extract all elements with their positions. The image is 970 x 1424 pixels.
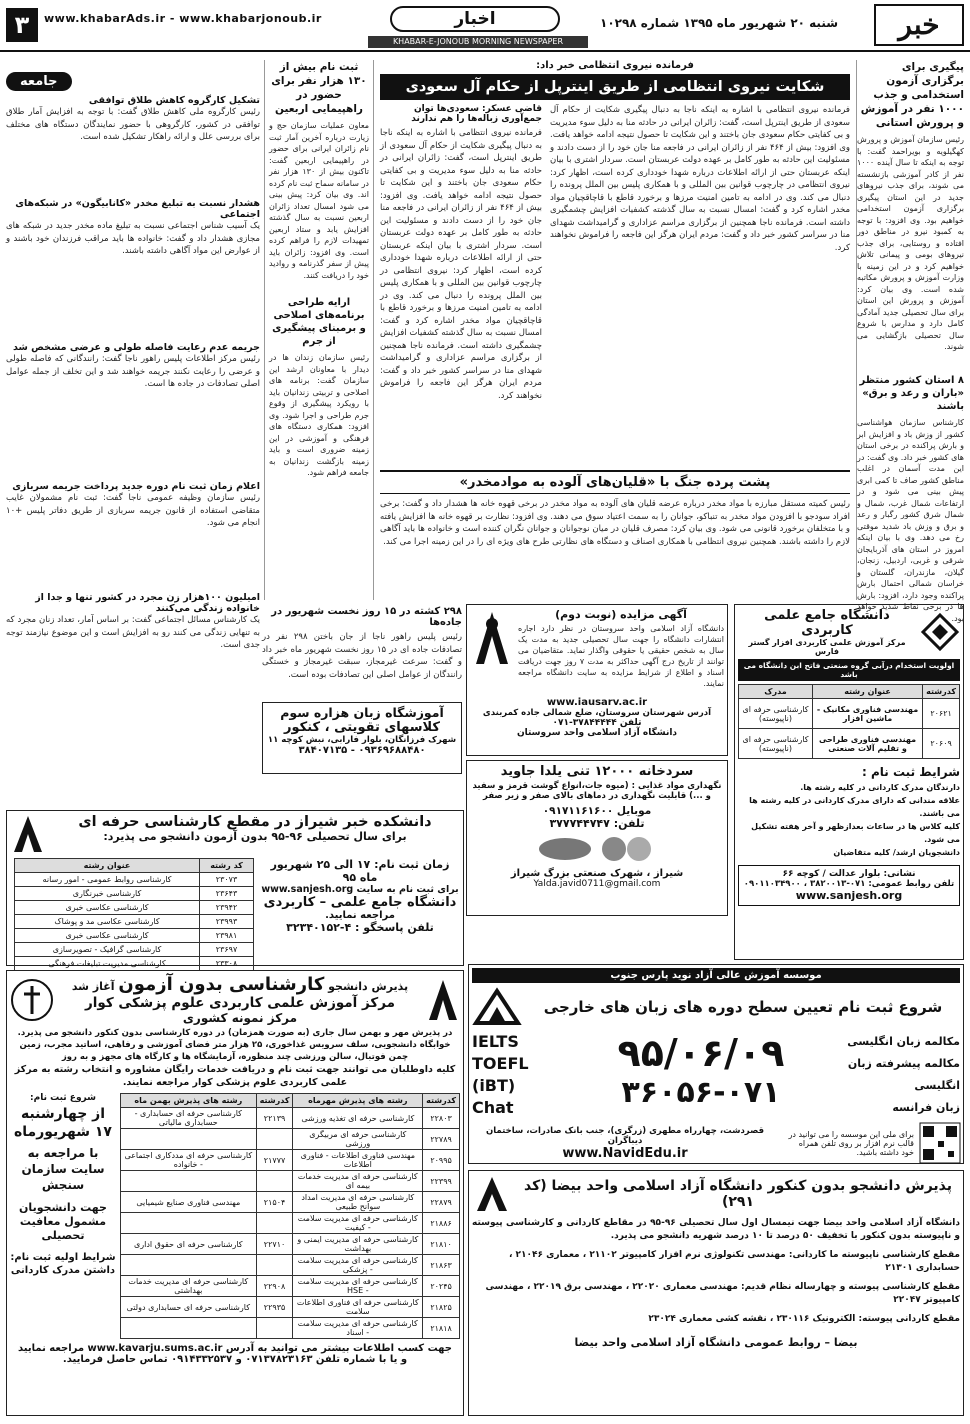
society-item-body: رئیس کارگروه ملی کاهش طلاق گفت: با توجه به افزایش آمار طلاق توافقی در کشور، کارگروهی با حضور نمایندگان دستگاه های مختلف برای بررسی علل و ارائه راهکار تشکیل شده است. [6, 107, 260, 142]
society-column [6, 72, 260, 774]
table-cell: ۲۲۸۰۳ [423, 1108, 460, 1129]
ad-title: آموزشگاه زبان هزاره سوم [280, 705, 444, 720]
fruit-icon [599, 834, 659, 864]
table-cell: کارشناسی حرفه ای فناوری اطلاعات سلامت [293, 1297, 423, 1318]
table-cell: کارشناسی مدیریت تبلیغات فرهنگی [15, 957, 200, 971]
table-cell [121, 1318, 257, 1339]
table-cell: کارشناسی حرفه ای مدیریت سلامت - پزشکی [293, 1255, 423, 1276]
table-cell: کارشناسی حرفه ای مددکاری اجتماعی - خانواده [121, 1150, 257, 1171]
table-cell [256, 1318, 293, 1339]
society-label: جامعه [6, 72, 72, 91]
table-cell: مهندسی فناوری مکانیک - ماشین افزار [812, 699, 922, 729]
table-cell: ۲۲۹۰۸ [256, 1276, 293, 1297]
table-cell: ۲۱۵۰۴ [256, 1192, 293, 1213]
ad-title: موسسه آموزش عالی آزاد نوید پارس جنوب [472, 968, 960, 983]
list-item: دارندگان مدرک کاردانی در کلیه رشته ها. [800, 783, 960, 792]
ad-address: نشانی: بلوار عدالت / کوچه ۶۶ [782, 869, 916, 879]
article-body: رئیس سازمان آموزش و پرورش کهگیلویه و بویراحمد گفت: با توجه به اینکه تا سال آینده ۱۰۰۰ نفر از کادر آموزشی بازنشسته می شوند، برای جذب نیروهای جدید در این استان پیگیری برگزاری آزمون استخدامی خواهیم بود. وی افزود: با توجه به کمبود نیرو در مناطق دور افتاده و روستایی، برای جذب نیروهای بومی و پیمانی تلاش خواهیم کرد و در این زمینه با وزارت آموزش و پرورش مکاتبه شده است. وی بیان کرد: آموزش و پرورش این استان برای سال تحصیلی جدید آمادگی کامل دارد و مدارس با شروع سال تحصیلی بازگشایی می شوند. [857, 135, 964, 351]
program-table [738, 684, 960, 759]
table-header: مدرک [739, 685, 813, 699]
table-cell [121, 1213, 257, 1234]
table-cell: کارشناسی حرفه ای مربیگری ورزشی [293, 1129, 423, 1150]
ad-subtitle: برای سال تحصیلی ۹۶-۹۵ بدون آزمون دانشجو می پذیرد: [103, 830, 407, 843]
table-cell: ۲۰۹۹۵ [423, 1150, 460, 1171]
program-table [120, 1093, 460, 1339]
table-row [15, 915, 254, 929]
table-header: رشته های پذیرش بهمن ماه [121, 1094, 257, 1108]
table-cell: ۲۳۹۴۲ [200, 901, 254, 915]
table-row [121, 1108, 460, 1129]
course-item: TOEFL (iBT) [472, 1054, 529, 1095]
article-title: ۸ استان کشور منتظر «باران و رعد و برق» باشند [859, 375, 964, 412]
table-header: عنوان رشته [812, 685, 922, 699]
table-row [15, 957, 254, 971]
ad-phone: تلفن روابط عمومی: ۰۷۱-۳۸۲۰۰۱۳ ، ۰۹۰۱۱۰۳۴۹۰۰ [743, 879, 955, 889]
table-cell: کارشناسی حرفه ای حسابداری دولتی [121, 1297, 257, 1318]
article-body: معاون عملیات سازمان حج و زیارت درباره آخرین آمار ثبت نام زائران ایرانی برای حضور در راهپیمایی اربعین گفت: تاکنون بیش از ۱۳۰ هزار نفر در سامانه سماح ثبت نام کرده اند. وی بیان کرد: پیش بینی می شود امسال تعداد زائران اربعین نسبت به سال گذشته افزایش یابد و ستاد اربعین تمهیدات لازم را فراهم کرده است. وی افزود: زائران باید پیش از سفر گذرنامه و روادید خود را دریافت کنند. [269, 121, 369, 280]
society-item [6, 481, 260, 588]
ad-start-label: شروع ثبت نام: [30, 1093, 96, 1103]
article-body: رئیس پلیس راهور ناجا از جان باختن ۲۹۸ نفر در تصادفات جاده ای در ۱۵ روز نخست شهریور ماه خبر داد و گفت: سرعت غیرمجاز، سبقت غیرمجاز و خستگی رانندگان از عوامل اصلی این تصادفات بوده است. [262, 632, 462, 680]
table-cell: کارشناسی حرفه ای مدیریت سلامت - اسناد [293, 1318, 423, 1339]
table-cell [256, 1129, 293, 1150]
ad-mobile: موبایل ۰۹۱۷۱۱۶۱۶۰۰ [542, 805, 652, 817]
society-item-body: یک آسیب شناس اجتماعی نسبت به تبلیغ ماده مخدر جدید در شبکه های مجازی هشدار داد و گفت: خانواده ها باید مراقب فرزندان خود باشند و از عوارض این مواد آگاهی داشته باشند. [6, 221, 260, 256]
table-header: کدرشته [923, 685, 960, 699]
ad-site[interactable]: جهت کسب اطلاعات بیشتر می توانید به آدرس www.kavarju.sums.ac.ir مراجعه نمایید [18, 1343, 452, 1354]
ad-footer: بیضا – روابط عمومی دانشگاه آزاد اسلامی واحد بیضا [574, 1336, 858, 1349]
table-cell: کارشناسی عکاسی خبری [15, 901, 200, 915]
table-row [15, 929, 254, 943]
ad-note: برای ملی این موسسه را می توانید در قالب نرم افزار بر روی تلفن همراه خود داشته باشید. [788, 1129, 914, 1157]
society-item-body: رئیس مرکز اطلاعات پلیس راهور ناجا گفت: رانندگانی که فاصله طولی و عرضی را رعایت نکنند جریمه خواهند شد و این تخلف از جمله عوامل اصلی تصادفات در جاده ها است. [6, 354, 260, 389]
table-cell: ۲۳۹۸۱ [200, 929, 254, 943]
university-emblem-icon [472, 1174, 512, 1214]
language-school-ad [262, 702, 462, 774]
table-cell: کارشناسی گرافیک - تصویرسازی [15, 943, 200, 957]
university-ad [734, 604, 964, 960]
table-row [121, 1297, 460, 1318]
table-header: کدرشته [423, 1094, 460, 1108]
table-cell [256, 1213, 293, 1234]
section-title: اخبار [390, 6, 560, 32]
table-cell [121, 1171, 257, 1192]
society-item [6, 198, 260, 338]
society-item-body: رئیس سازمان وظیفه عمومی ناجا گفت: ثبت نام مشمولان غایب متقاضی استفاده از قانون جریمه سربازی از طریق دفاتر پلیس +۱۰ انجام می شود. [6, 493, 260, 528]
accident-article [262, 606, 462, 698]
meat-icon [535, 834, 595, 864]
table-cell: کارشناسی روابط عمومی - امور رسانه [15, 873, 200, 887]
ad-title: کارشناسی بدون آزمون [118, 974, 325, 995]
program-table [14, 858, 254, 971]
table-cell: ۲۲۷۱۰ [256, 1234, 293, 1255]
table-cell: ۲۲۸۷۹ [423, 1192, 460, 1213]
ad-center: مرکز آموزش علمی کاربردی علوم پزشکی کوار [84, 995, 395, 1011]
table-cell: ۲۰۲۴۵ [423, 1276, 460, 1297]
table-cell [121, 1255, 257, 1276]
ad-body: دانشگاه آزاد اسلامی واحد سروستان در نظر دارد اجاره انتشارات دانشگاه را جهت سال تحصیلی جدید به مدت یک سال به شخص حقیقی یا حقوقی واگذار نماید. متقاضیان می توانند از تاریخ درج آگهی حداکثر به مدت ۷ روز جهت دریافت اسناد و اطلاع از شرایط مزایده به سایت دانشگاه مراجعه نمایند. [518, 624, 724, 688]
article-title: پشت پرده جنگ با «قلیان‌های آلوده به موادمخدر» [380, 470, 850, 494]
conditions-title: شرایط ثبت نام : [862, 765, 960, 779]
lead-body: فرمانده نیروی انتظامی با اشاره به اینکه ناجا به دنبال پیگیری شکایت از حکام آل سعودی از طریق اینترپل است، گفت: زائران ایرانی در حادثه منا به دلیل سوء مدیریت و بی کفایتی حکام سعودی جان باختند و این شکایت تا حصول نتیجه ادامه خواهد یافت. وی افزود: بیش از ۴۶۴ نفر از زائران ایرانی در فاجعه منا جان خود را از دست دادند و مسئولیت این حادثه به طور کامل بر عهده دولت عربستان است. سردار اشتری با بیان اینکه عربستان حتی از ارائه اطلاعات درباره شهدا خودداری کرده است، اظهار کرد: نیروی انتظامی در چارچوب قوانین بین المللی و با همکاری پلیس بین الملل پرونده را دنبال می کند. وی در ادامه به تامین امنیت مرزها و برخورد قاطع با قاچاقچیان مواد مخدر اشاره کرد و گفت: امسال نسبت به سال گذشته کشفیات افزایش چشمگیری داشته است. فرمانده ناجا همچنین از برگزاری مراسم عزاداری و گرامیداشت شهدای منا در سراسر کشور خبر داد و گفت: مردم ایران هرگز این فاجعه را فراموش نخواهند کرد. [550, 105, 850, 253]
table-cell: کارشناسی عکاسی خبری [15, 929, 200, 943]
ad-refer: مراجعه نمایید. [325, 910, 395, 921]
middle-column [264, 60, 374, 600]
table-cell: ۲۰۶۰۹ [923, 729, 960, 759]
university-seal-icon [10, 978, 54, 1022]
ad-phone: تلفن: ۳۷۷۷۴۴۷۴۷ [549, 817, 645, 830]
list-item: دانشجویان ارشد/ کلیه متقاضیان [833, 848, 960, 857]
table-cell: ۲۲۳۹۹ [423, 1171, 460, 1192]
table-row [121, 1150, 460, 1171]
table-cell: کارشناسی حرفه ای (ناپیوسته) [739, 729, 813, 759]
list-item: علاقه مندانی که دارای مدرک کاردانی در کلیه رشته ها می باشند. [749, 796, 960, 818]
ad-site[interactable]: برای ثبت نام به سایت www.sanjesh.org [261, 884, 459, 895]
article-body: رئیس سازمان زندان ها در دیدار با معاونان ارشد این سازمان گفت: برنامه های اصلاحی و تربیتی زندانیان باید با رویکرد پیشگیری از وقوع جرم طراحی و اجرا شود. وی افزود: همکاری دستگاه های فرهنگی و آموزشی در این زمینه ضروری است و باید زمینه بازگشت زندانیان به جامعه فراهم شود. [269, 353, 369, 477]
ad-title: سردخانه ۱۲۰۰۰ تنی یلدا جاوید [500, 764, 694, 779]
lead-body: فرمانده نیروی انتظامی با اشاره به اینکه ناجا به دنبال پیگیری شکایت از حکام آل سعودی از طریق اینترپل است، گفت: زائران ایرانی در حادثه منا به دلیل سوء مدیریت و بی کفایتی حکام سعودی جان باختند و این شکایت تا حصول نتیجه ادامه خواهد یافت. وی افزود: بیش از ۴۶۴ نفر از زائران ایرانی در فاجعه منا جان خود را از دست دادند و مسئولیت این حادثه به طور کامل بر عهده دولت عربستان است. سردار اشتری با بیان اینکه عربستان حتی از ارائه اطلاعات درباره شهدا خودداری کرده است، اظهار کرد: نیروی انتظامی در چارچوب قوانین بین المللی و با همکاری پلیس بین الملل پرونده را دنبال می کند. وی در ادامه به تامین امنیت مرزها و برخورد قاطع با قاچاقچیان مواد مخدر اشاره کرد و گفت: امسال نسبت به سال گذشته کشفیات افزایش چشمگیری داشته است. فرمانده ناجا همچنین از برگزاری مراسم عزاداری و گرامیداشت شهدای منا در سراسر کشور خبر داد و گفت: مردم ایران هرگز این فاجعه را فراموش نخواهند کرد. [380, 128, 542, 401]
ad-address: شیراز ، شهرک صنعتی بزرگ شیراز [510, 868, 684, 879]
table-cell: مهندسی فناوری طراحی و تقلیم آلات صنعتی [812, 729, 922, 759]
table-row [15, 901, 254, 915]
beyza-university-ad [468, 1170, 964, 1416]
table-row [121, 1171, 460, 1192]
table-row [121, 1129, 460, 1150]
ad-exempt: جهت دانشجویان مشمول معافیت تحصیلی [19, 1201, 107, 1242]
page-number: ۳ [6, 8, 38, 42]
society-item [6, 95, 260, 194]
ad-title: دانشکده خبر شیراز در مقطع کارشناسی حرفه ای [78, 814, 432, 830]
table-cell: کارشناسی حرفه ای حقوق اداری [121, 1234, 257, 1255]
table-header: کد رشته [200, 859, 254, 873]
ad-start: آغاز شد [71, 980, 115, 993]
table-cell [256, 1255, 293, 1276]
ad-line: خوابگاه دانشجویی، سلف سرویس غذاخوری، ۲۵ هزار متر فضای آموزشی و رفاهی، اساتید مجرب، زمین چمن فوتبال، سالن ورزشی چند منظوره، آزمایشگاه ها و کارگاه های مجهز و به روز [19, 1040, 451, 1062]
society-item-body: یک کارشناس مسائل اجتماعی گفت: بر اساس آمار، تعداد زنان مجرد که به تنهایی زندگی می کنند رو به افزایش است و این موضوع نیازمند توجه جدی است. [6, 615, 260, 650]
ad-need: شرایط اولیه ثبت نام: داشتن مدرک کاردانی [10, 1252, 116, 1276]
ad-site[interactable]: www.NavidEdu.ir [562, 1145, 688, 1161]
ad-priority: اولویت استخدام درآبی گروه صنعتی فاتح ابن دانشگاه می باشد [738, 659, 960, 681]
lead-story [380, 60, 850, 464]
ad-site[interactable]: www.iausarv.ac.ir [546, 697, 648, 708]
ad-body: دانشگاه آزاد اسلامی واحد بیضا جهت نیمسال اول سال تحصیلی ۹۶-۹۵ در مقاطع کاردانی و کارشناسی پیوسته و ناپیوسته بدون کنکور با تخفیف ۵۰ درصد تا ۱۰ درصد شهریه دانشجو می پذیرد. [472, 1218, 960, 1241]
table-row [121, 1255, 460, 1276]
table-cell: کارشناسی حرفه ای تغذیه ورزشی [293, 1108, 423, 1129]
society-item-title: جریمه عدم رعایت فاصله طولی و عرضی مشخص شد [13, 342, 260, 353]
ad-title: آگهی مزایده (نوبت دوم) [555, 608, 687, 621]
ad-model: مرکز نمونه کشوری [182, 1011, 298, 1025]
course-item: Chat [472, 1098, 514, 1117]
medical-center-ad [6, 970, 464, 1416]
society-item [6, 342, 260, 477]
table-row [15, 887, 254, 901]
table-cell: کارشناسی خبرنگاری [15, 887, 200, 901]
auction-ad [466, 604, 728, 756]
table-row [121, 1234, 460, 1255]
society-item-title: تشکیل کارگروه کاهش طلاق توافقی [88, 95, 260, 106]
table-cell: ۲۱۸۸۶ [423, 1213, 460, 1234]
ad-date: ۹۵/۰۶/۰۹ [617, 1031, 785, 1075]
table-row [121, 1318, 460, 1339]
university-logo-icon [920, 612, 960, 652]
ad-email[interactable]: Yalda.javid0711@gmail.com [533, 879, 661, 889]
table-cell: کارشناسی حرفه ای (ناپیوسته) [739, 699, 813, 729]
table-cell: ۲۲۱۳۹ [256, 1108, 293, 1129]
table-cell: کارشناسی حرفه ای مدیریت سلامت - کیفیت [293, 1213, 423, 1234]
table-cell: کارشناسی عکاسی مد و پوشاک [15, 915, 200, 929]
table-cell: کارشناسی حرفه ای مدیریت خدمات بهداشتی [121, 1276, 257, 1297]
ad-address: آدرس شهرستان سروستان، ضلع شمالی جاده کمربندی [482, 708, 712, 718]
qr-code-icon[interactable] [920, 1123, 960, 1163]
ad-subtitle: کلاسهای تقویتی ، کنکور [284, 720, 440, 735]
ad-title: پذیرش دانشجو بدون کنکور دانشگاه آزاد اسلامی واحد بیضا (کد ۲۹۱) [523, 1178, 953, 1210]
produce-images [470, 834, 724, 864]
institute-logo-icon [472, 987, 522, 1027]
article-title: ۲۹۸ کشته در ۱۵ روز نخست شهریور در جاده‌ها [271, 606, 462, 628]
ad-phone: تلفن پاسخگو : ۴-۳۲۳۴۰۱۵۲ [286, 921, 434, 934]
table-cell: ۲۱۸۱۰ [423, 1234, 460, 1255]
ad-phone: و یا با شماره تلفن ۰۷۱۳۷۸۲۳۱۶۳ و ۰۹۱۴۳۳۲۵۳۷ تماس حاصل فرمایید. [62, 1354, 408, 1365]
ad-section: مقطع کاردانی پیوسته: الکترونیک ۲۳۰۱۱۶ ، نقشه کشی معماری ۲۳۰۲۴ [648, 1314, 960, 1324]
ad-pre: پذیرش دانشجو [328, 980, 409, 993]
article-body: کارشناس سازمان هواشناسی کشور از وزش باد و افزایش ابر و بارش پراکنده در برخی استان های کشور خبر داد. وی گفت: در این مدت آسمان در اغلب مناطق کشور صاف تا کمی ابری پیش بینی می شود و در ارتفاعات شمال غرب، شمال و شمال شرق کشور رگبار و رعد و برق و وزش باد شدید موقتی رخ می دهد. وی با بیان اینکه امروز در استان های آذربایجان شرقی و غربی، اردبیل، زنجان، گیلان، مازندران، گلستان و خراسان شمالی احتمال بارش پراکنده وجود دارد، افزود: بارش ها در برخی نقاط شدید خواهد بود. [857, 418, 964, 623]
language-institute-ad [468, 964, 964, 1164]
table-cell: کارشناسی حرفه ای مدیریت ایمنی و بهداشت [293, 1234, 423, 1255]
ad-uni: دانشگاه جامع علمی – کاربردی [263, 895, 457, 910]
ad-headline: شروع ثبت نام تعیین سطح دوره های زبان های خارجی [543, 998, 943, 1016]
table-cell: ۲۱۷۷۷ [256, 1150, 293, 1171]
language-item: مکالمه پیشرفته زبان انگلیسی [847, 1057, 960, 1092]
lead-subhead: قاضی عسکر: سعودی‌ها توان جمع‌آوری زباله‌ها را هم ندارند [411, 104, 542, 124]
table-cell: ۲۲۹۳۵ [256, 1297, 293, 1318]
society-item-title: اعلام زمان ثبت نام دوره جدید پرداخت جریمه سربازی [12, 481, 260, 492]
society-item-title: هشدار نسبت به تبلیغ مخدر «کانابیگون» در شبکه‌های اجتماعی [15, 198, 260, 220]
ad-signature: دانشگاه آزاد اسلامی واحد سروستان [516, 728, 678, 738]
ad-phone: ۳۶۰۵۶-۰۷۱ [621, 1075, 781, 1110]
table-cell: ۲۱۸۲۵ [423, 1297, 460, 1318]
table-cell: ۲۰۶۲۱ [923, 699, 960, 729]
lead-kicker: فرمانده نیروی انتظامی خبر داد: [536, 60, 694, 71]
ad-body: نگهداری مواد غذایی : (میوه جات،انواع گوشت قرمز و سفید و ...) قابلیت نگهداری در دماهای بالای صفر و زیر صفر [472, 781, 722, 801]
issue-date: شنبه ۲۰ شهریور ماه ۱۳۹۵ شماره ۱۰۲۹۸ [600, 16, 839, 30]
ad-section: مقطع کارشناسی پیوسته و چهارساله نظام قدیم: مهندسی معماری ۲۲۰۲۰ ، مهندسی برق ۲۲۰۱۹ ، مهندسی کامپیوتر ۲۲۰۴۷ [485, 1282, 960, 1305]
newspaper-strip: KHABAR-E-JONOUB MORNING NEWSPAPER [368, 36, 588, 48]
table-header: کدرشته [256, 1094, 293, 1108]
ad-phone: ۰۹۳۶۹۶۸۸۴۸۰ - ۳۸۴۰۷۱۳۵ [298, 745, 426, 756]
table-row [15, 943, 254, 957]
table-row [121, 1276, 460, 1297]
ad-address: قصردشت، چهارراه مطهری (زرگری)، جنب بانک صادرات، ساختمان دیباگران [485, 1125, 765, 1146]
table-cell: کارشناسی حرفه ای مدیریت سلامت - HSE [293, 1276, 423, 1297]
table-row [739, 729, 960, 759]
table-header: رشته های پذیرش مهرماه [293, 1094, 423, 1108]
table-row [15, 873, 254, 887]
table-cell [121, 1129, 257, 1150]
table-cell: مهندسی فناوری اطلاعات - فناوری اطلاعات [293, 1150, 423, 1171]
language-item: مکالمه زبان انگلیسی [847, 1035, 960, 1048]
society-item [6, 592, 260, 710]
ad-start-date: از چهارشنبه ۱۷ شهریورماه [14, 1106, 112, 1140]
article-title: ثبت نام بیش از ۱۳۰ هزار نفر برای حضور در راهپیمایی اربعین [271, 61, 367, 115]
table-cell: ۲۳۹۹۳ [200, 915, 254, 929]
university-emblem-icon [470, 608, 514, 668]
ad-subtitle: مرکز آموزش علمی کاربردی افزار گستر فارس [748, 638, 906, 656]
table-cell: مهندسی فناوری صنایع شیمیایی [121, 1192, 257, 1213]
lead-headline: شکایت نیروی انتظامی از طریق اینترپل از حکام آل سعودی [380, 74, 850, 100]
table-cell: ۲۳۶۹۷ [200, 943, 254, 957]
ad-phone: تلفن ۳۷۸۴۴۴۴۴-۰۷۱ [552, 718, 642, 728]
table-cell: ۲۱۸۶۳ [423, 1255, 460, 1276]
ad-title: دانشگاه جامع علمی کاربردی [764, 608, 890, 638]
list-item: کلیه کلاس ها در ساعات بعدازظهر و آخر هفته تشکیل می شود. [751, 822, 960, 844]
table-cell [256, 1171, 293, 1192]
ad-line: در پذیرش مهر و بهمن سال جاری (به صورت همزمان) در دوره کارشناسی بدون کنکور دانشجو می پذیرد. [17, 1028, 453, 1038]
conditions-list [738, 781, 960, 859]
table-cell: ۲۳۶۴۳ [200, 887, 254, 901]
hookah-article [380, 470, 850, 600]
table-cell: کارشناسی حرفه ای مدیریت خدمات بیمه ای [293, 1171, 423, 1192]
table-cell: ۲۳۰۷۳ [200, 873, 254, 887]
ad-site[interactable]: www.sanjesh.org [795, 889, 903, 902]
college-logo-icon [10, 814, 46, 854]
right-column [856, 60, 964, 623]
table-row [121, 1213, 460, 1234]
table-cell: ۲۲۷۸۹ [423, 1129, 460, 1150]
table-cell: ۲۳۳۰۸ [200, 957, 254, 971]
newspaper-logo: خبر [874, 4, 964, 46]
ad-via: با مراجعه به سایت سازمان سنجش [21, 1146, 105, 1192]
masthead [0, 0, 970, 52]
cold-storage-ad [466, 760, 728, 916]
language-item: زبان فرانسه [892, 1101, 960, 1114]
society-item-title: امیلیون ۱۰۰هزار زن مجرد در کشور تنها و جدا از خانواده زندگی می‌کنند [35, 592, 260, 614]
ad-time: زمان ثبت نام: ۱۷ الی ۲۵ شهریور ماه ۹۵ [270, 858, 450, 884]
medical-logo-icon [426, 978, 460, 1022]
news-college-ad [6, 810, 464, 966]
article-title: پیگیری برای برگزاری آزمون استخدامی و جذب ۱۰۰۰ نفر در آموزش و پرورش استانی [860, 61, 964, 129]
course-item: IELTS [472, 1032, 519, 1051]
table-cell: کارشناسی حرفه ای حسابداری - حسابداری مالیاتی [121, 1108, 257, 1129]
table-cell: ۲۱۸۱۸ [423, 1318, 460, 1339]
table-row [739, 699, 960, 729]
site-urls[interactable]: www.khabarAds.ir - www.khabarjonoub.ir [44, 12, 322, 25]
table-header: عنوان رشته [15, 859, 200, 873]
table-cell: کارشناسی حرفه ای مدیریت امداد سوانح طبیعی [293, 1192, 423, 1213]
table-row [121, 1192, 460, 1213]
ad-section: مقطع کارشناسی ناپیوسته ما کاردانی: مهندسی تکنولوژی نرم افزار کامپیوتر ۲۱۱۰۲ ، معماری ۲۱۰۴۶ ، حسابداری ۲۱۳۰۱ [508, 1250, 960, 1273]
article-body: رئیس کمیته مستقل مبارزه با مواد مخدر درباره عرضه قلیان های آلوده به مواد مخدر در برخی قهوه خانه ها هشدار داد و گفت: برخی افراد سودجو با افزودن مواد مخدر به تنباکو، جوانان را به سمت اعتیاد سوق می دهند. وی افزود: نظارت بر قهوه خانه ها افزایش یافته و با متخلفان برخورد قانونی می شود. وی بیان کرد: مصرف قلیان در میان نوجوانان و جوانان نگران کننده است و خانواده ها باید آگاهی لازم را داشته باشند. همچنین نیروی انتظامی با همکاری اصناف و دستگاه های نظارتی طرح های ویژه ای را در این زمینه اجرا می کند. [380, 499, 850, 547]
ad-line: کلیه داوطلبان می توانند جهت ثبت نام و دریافت خدمات رایگان مشاوره و انتخاب رشته به مرکز علمی کاربردی علوم پزشکی کوار مراجعه نمایند. [14, 1064, 456, 1088]
article-title: ارایه طراحی برنامه‌های اصلاحی و برمبنای پیشگیری از جرم [272, 297, 366, 347]
ad-address: شهرک فرزانگان، بلوار فارابی، نبش کوچه ۱۱ [267, 735, 457, 745]
